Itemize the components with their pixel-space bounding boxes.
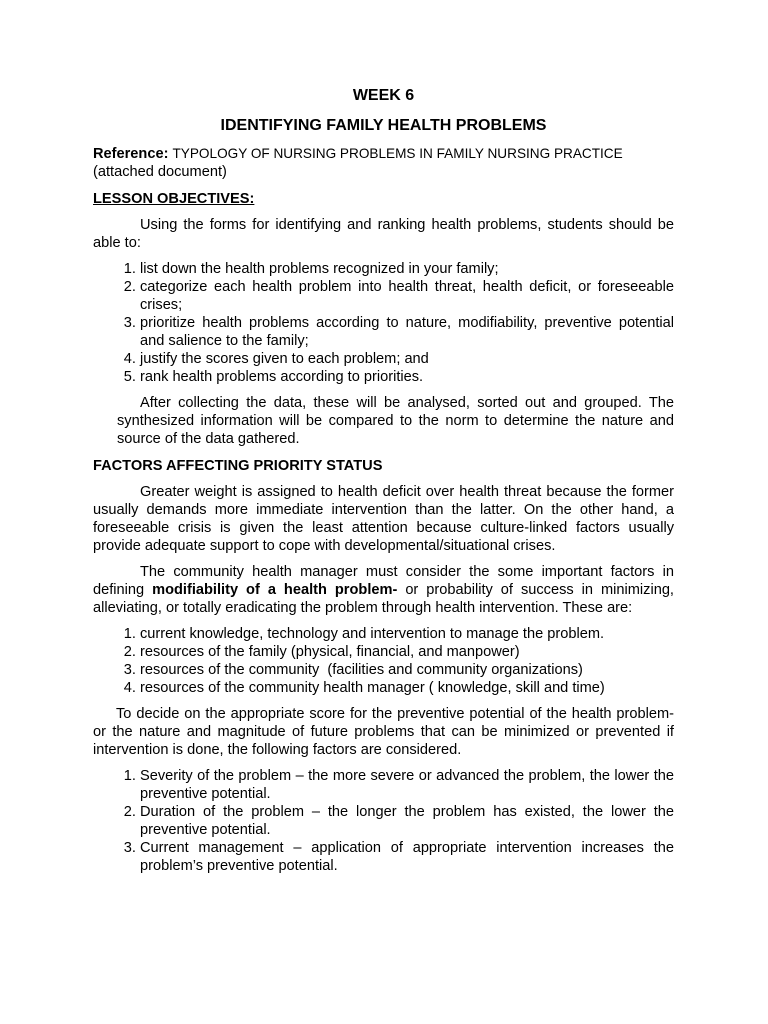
reference-label: Reference:: [93, 146, 169, 162]
factors-paragraph-2: [93, 563, 674, 617]
list-item: 4. resources of the community health manager ( knowledge, skill and time): [140, 679, 674, 697]
document-body: [93, 86, 674, 875]
list-item: 3. prioritize health problems according to nature, modifiability, preventive potential and salience to the family;: [140, 314, 674, 350]
list-item: 2. resources of the family (physical, financial, and manpower): [140, 643, 674, 661]
list-item: 2. Duration of the problem – the longer the problem has existed, the lower the preventive potential.: [140, 803, 674, 839]
modifiability-list: [93, 625, 674, 697]
list-item: 4. justify the scores given to each problem; and: [140, 350, 674, 368]
week-heading: WEEK 6: [352, 87, 415, 104]
reference-note: (attached document): [93, 164, 227, 180]
list-item: 3. Current management – application of appropriate intervention increases the problem’s preventive potential.: [140, 839, 674, 875]
list-item: 1. Severity of the problem – the more severe or advanced the problem, the lower the preventive potential.: [140, 767, 674, 803]
document-title: IDENTIFYING FAMILY HEALTH PROBLEMS: [220, 117, 547, 134]
objectives-list: [93, 260, 674, 386]
reference-line: [93, 145, 674, 181]
list-item: 2. categorize each health problem into health threat, health deficit, or foreseeable crises;: [140, 278, 674, 314]
factors-heading: FACTORS AFFECTING PRIORITY STATUS: [93, 458, 383, 474]
list-item: 3. resources of the community (facilities and community organizations): [140, 661, 674, 679]
objectives-heading: LESSON OBJECTIVES:: [93, 191, 255, 207]
preventive-list: [93, 767, 674, 875]
list-item: 5. rank health problems according to priorities.: [140, 368, 674, 386]
para2-start: The community health manager must consider the some important factors in defining: [93, 564, 674, 598]
factors-paragraph-1: Greater weight is assigned to health deficit over health threat because the former usually demands more immediate intervention than the latter. On the other hand, a foreseeable crisis is given the least attention because culture-linked factors usually provide adequate support to cope with developmental/situational crises.: [93, 484, 674, 554]
objectives-intro: Using the forms for identifying and ranking health problems, students should be able to:: [93, 217, 674, 251]
para2-end: or probability of success in minimizing, alleviating, or totally eradicating the problem through health intervention. These are:: [93, 582, 674, 616]
modifiability-term: modifiability of a health problem-: [152, 582, 398, 598]
factors-paragraph-3: To decide on the appropriate score for the preventive potential of the health problem- or the nature and magnitude of future problems that can be minimized or prevented if intervention is done, the following factors are considered.: [93, 706, 674, 758]
objectives-closing: After collecting the data, these will be analysed, sorted out and grouped. The synthesized information will be compared to the norm to determine the nature and source of the data gathered.: [117, 395, 674, 447]
reference-text: TYPOLOGY OF NURSING PROBLEMS IN FAMILY NURSING PRACTICE: [172, 146, 623, 161]
list-item: 1. list down the health problems recognized in your family;: [140, 260, 674, 278]
list-item: 1. current knowledge, technology and intervention to manage the problem.: [140, 625, 674, 643]
